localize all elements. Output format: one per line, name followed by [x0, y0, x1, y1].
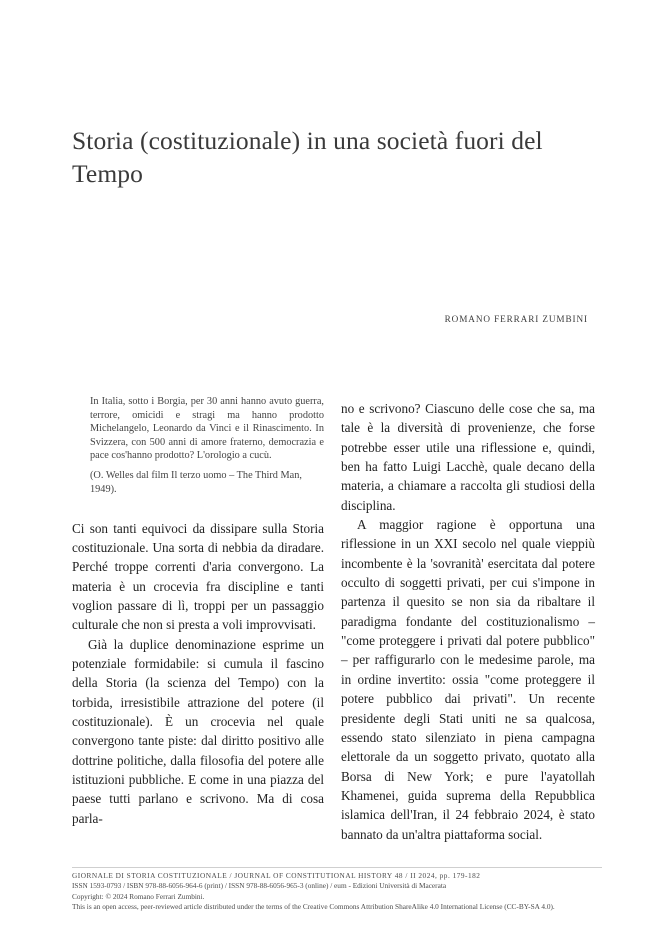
- page-footer: [72, 867, 602, 913]
- copyright-line: Copyright: © 2024 Romano Ferrari Zumbini.: [72, 891, 205, 901]
- article-title: Storia (costituzionale) in una società fuori del Tempo: [72, 126, 543, 188]
- epigraph-attribution: (O. Welles dal film Il terzo uomo – The Third Man, 1949).: [90, 469, 302, 495]
- left-column: [72, 395, 324, 828]
- body-paragraph: A maggior ragione è opportuna una riflessione in un XXI secolo nel quale vieppiù incombente è la 'sovranità' esercitata dal potere occulto di soggetti privati, per cui s'impone in partenza il quesito se non sia da ribaltare il paradigma fondante del costituzionalismo – "come proteggere i privati dal potere pubblico" – per raffigurarlo con le medesime parole, ma in ordine invertito: ossia "come proteggere il potere pubblico dai privati". Un recente presidente degli Stati uniti ne sa qualcosa, essendo stato silenziato in piena campagna elettorale da un soggetto privato, quotato alla Borsa di New York; e pure l'ayatollah Khamenei, guida suprema della Repubblica islamica dell'Iran, il 24 febbraio 2024, è stato bannato da un'altra piattaforma social.: [341, 517, 595, 842]
- right-column: [341, 399, 595, 844]
- issn-line: ISSN 1593-0793 / ISBN 978-88-6056-964-6 (print) / ISSN 978-88-6056-965-3 (online) / eum - Edizioni Università di Macerata: [72, 881, 447, 891]
- epigraph-text: In Italia, sotto i Borgia, per 30 anni hanno avuto guerra, terrore, omicidi e stragi ma hanno prodotto Michelangelo, Leonardo da Vinci e il Rinascimento. In Svizzera, con 500 anni di amore fraterno, democrazia e pace cos'hanno prodotto? L'orologio a cucù.: [90, 396, 324, 462]
- body-paragraph: no e scrivono? Ciascuno delle cose che sa, ma tale è la diversità di provenienze, che forse potrebbe esser utile una riflessione e, quindi, ben ha fatto Luigi Lacchè, quale decano della materia, a chiamare a raccolta gli studiosi della disciplina.: [341, 401, 595, 513]
- article-author: ROMANO FERRARI ZUMBINI: [444, 314, 588, 324]
- license-line: This is an open access, peer-reviewed article distributed under the terms of the Creative Commons Attribution ShareAlike 4.0 International License (CC-BY-SA 4.0).: [72, 902, 555, 912]
- body-paragraph: Già la duplice denominazione esprime un potenziale formidabile: si cumula il fascino della Storia (la scienza del Tempo) con la torbida, irresistibile attrazione del potere (il costituzionale). È un crocevia nel quale convergono tante piste: dal diritto positivo alle dottrine politiche, dalla filosofia del potere alle istituzioni pubbliche. E come in una piazza del paese tutti parlano e scrivono. Ma di cosa parla-: [72, 636, 324, 826]
- journal-citation: GIORNALE DI STORIA COSTITUZIONALE / JOURNAL OF CONSTITUTIONAL HISTORY 48 / II 2024, pp. 179-182: [72, 871, 481, 880]
- body-paragraph: Ci son tanti equivoci da dissipare sulla Storia costituzionale. Una sorta di nebbia da diradare. Perché troppe correnti d'aria convergono. La materia è un crocevia fra discipline e tanti voglion passare di lì, troppi per un passaggio culturale che non si presta a voli improvvisati.: [72, 520, 324, 633]
